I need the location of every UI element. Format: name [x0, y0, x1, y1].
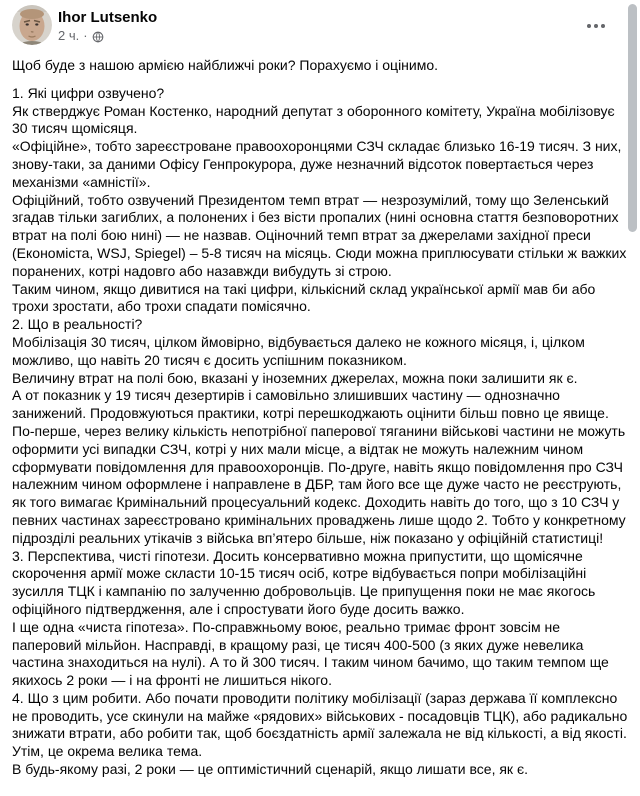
post-paragraph: 1. Які цифри озвучено? [12, 84, 165, 101]
post-paragraph: Офіційний, тобто озвучений Президентом темп втрат — незрозумілий, тому що Зеленський згадав тільки загиблих, а полонених і без вісти пропалих (нині основна стаття безповоротних втрат на полі бою нині) — не назвав. Оціночний темп втрат за джерелами західної преси (Економіста, WSJ, Spiegel) – 5-8 тисяч на місяць. Сюди можна приплюсувати стільки ж важких поранених, котрі надовго або назавжди вибудуть зі строю. [12, 191, 627, 279]
header-meta-block [58, 6, 628, 44]
post-paragraph: 2. Що в реальності? [12, 316, 143, 333]
avatar[interactable] [12, 5, 52, 45]
profile-photo-icon [12, 32, 52, 45]
more-options-button[interactable] [582, 14, 610, 38]
post-paragraph: Як стверджує Роман Костенко, народний депутат з оборонного комітету, Україна мобілізовує 30 тисяч щомісяця. [12, 102, 615, 137]
post-meta-row [58, 28, 628, 44]
scrollbar[interactable] [626, 0, 640, 796]
post-paragraph: «Офіційне», тобто зареєстроване правоохоронцями СЗЧ складає близько 16-19 тисяч. З них, знову-таки, за даними Офісу Генпрокурора, дуже незначний відсоток повертається через механізми «амністії». [12, 138, 622, 190]
post-paragraph: І ще одна «чиста гіпотеза». По-справжньому воює, реально тримає фронт зовсім не паперовий мільйон. Насправді, в кращому разі, це тисяч 400-500 (з яких дуже невелика частина знаходиться на нулі). А то й 300 тисяч. І таким чином бачимо, що таким темпом ще якихось 2 роки — і на фронті не лишиться нікого. [12, 618, 609, 689]
ellipsis-icon [587, 24, 605, 28]
post-header [0, 0, 640, 50]
post-paragraph: А от показник у 19 тисяч дезертирів і самовільно злишивших частину — однозначно занижений. Продовжуються практики, котрі перешкоджають оцінити більш повно це явище. [12, 387, 609, 422]
post-paragraph: Таким чином, якщо дивитися на такі цифри, кількісний склад української армії мав би або трохи зростати, або трохи спадати помісячно. [12, 280, 596, 315]
post-paragraph: Мобілізація 30 тисяч, цілком ймовірно, відбувається далеко не кожного місяця, і, цілком можливо, що навіть 20 тисяч є досить успішним показником. [12, 333, 585, 368]
post-paragraph: 3. Перспектива, чисті гіпотези. Досить консервативно можна припустити, що щомісячне скорочення армії може скласти 10-15 тисяч осіб, котре відбувається попри мобілізаційні зусилля ТЦК і кампанію по залученню добровольців. Це припущення поки не має якогось офіційного підтвердження, але і спростувати його буде досить важко. [12, 547, 596, 617]
post-paragraph: В будь-якому разі, 2 роки — це оптимістичний сценарій, якщо лишати все, як є. [12, 761, 528, 778]
author-name[interactable]: Ihor Lutsenko [58, 9, 158, 26]
scrollbar-thumb[interactable] [628, 4, 637, 232]
post-paragraph: Щоб буде з нашою армією найближчі роки? Порахуємо і оцінимо. [12, 57, 439, 73]
post-paragraph: Величину втрат на полі бою, вказані у іноземних джерелах, можна поки залишити як є. [12, 369, 578, 386]
post-text [0, 50, 640, 779]
post-paragraph: 4. Що з цим робити. Або почати проводити політику мобілізації (зараз держава її комплексно не проводить, усе скинули на майже «рядових» військових - посадовців ТЦК), або радикально знижати втрати, або робити так, щоб боєздатність армії залежала не від кількості, а від якості. Утім, це окрема велика тема. [12, 689, 628, 760]
timestamp[interactable]: 2 ч. [58, 28, 80, 43]
globe-icon [92, 31, 104, 43]
meta-separator: · [83, 28, 88, 43]
post-paragraph: По-перше, через велику кількість непотрібної паперової тяганини військові частини не можуть оформити усі випадки СЗЧ, котрі у них мали місце, а відтак не можуть належним чином сформувати повідомлення для правоохоронців. По-друге, навіть якщо повідомлення про СЗЧ належним чином оформлене і направлене в ДБР, там його все ще дуже часто не реєструють, як того вимагає Кримінальний процесуальний кодекс. Доходить навіть до того, що з 10 СЗЧ у певних частинах зареєстровано кримінальних проваджень лише щодо 2. Тобто у конкретному підрозділі реальних утікачів з війська вп’ятеро більше, ніж показано у офіційній статистиці! [12, 422, 626, 546]
